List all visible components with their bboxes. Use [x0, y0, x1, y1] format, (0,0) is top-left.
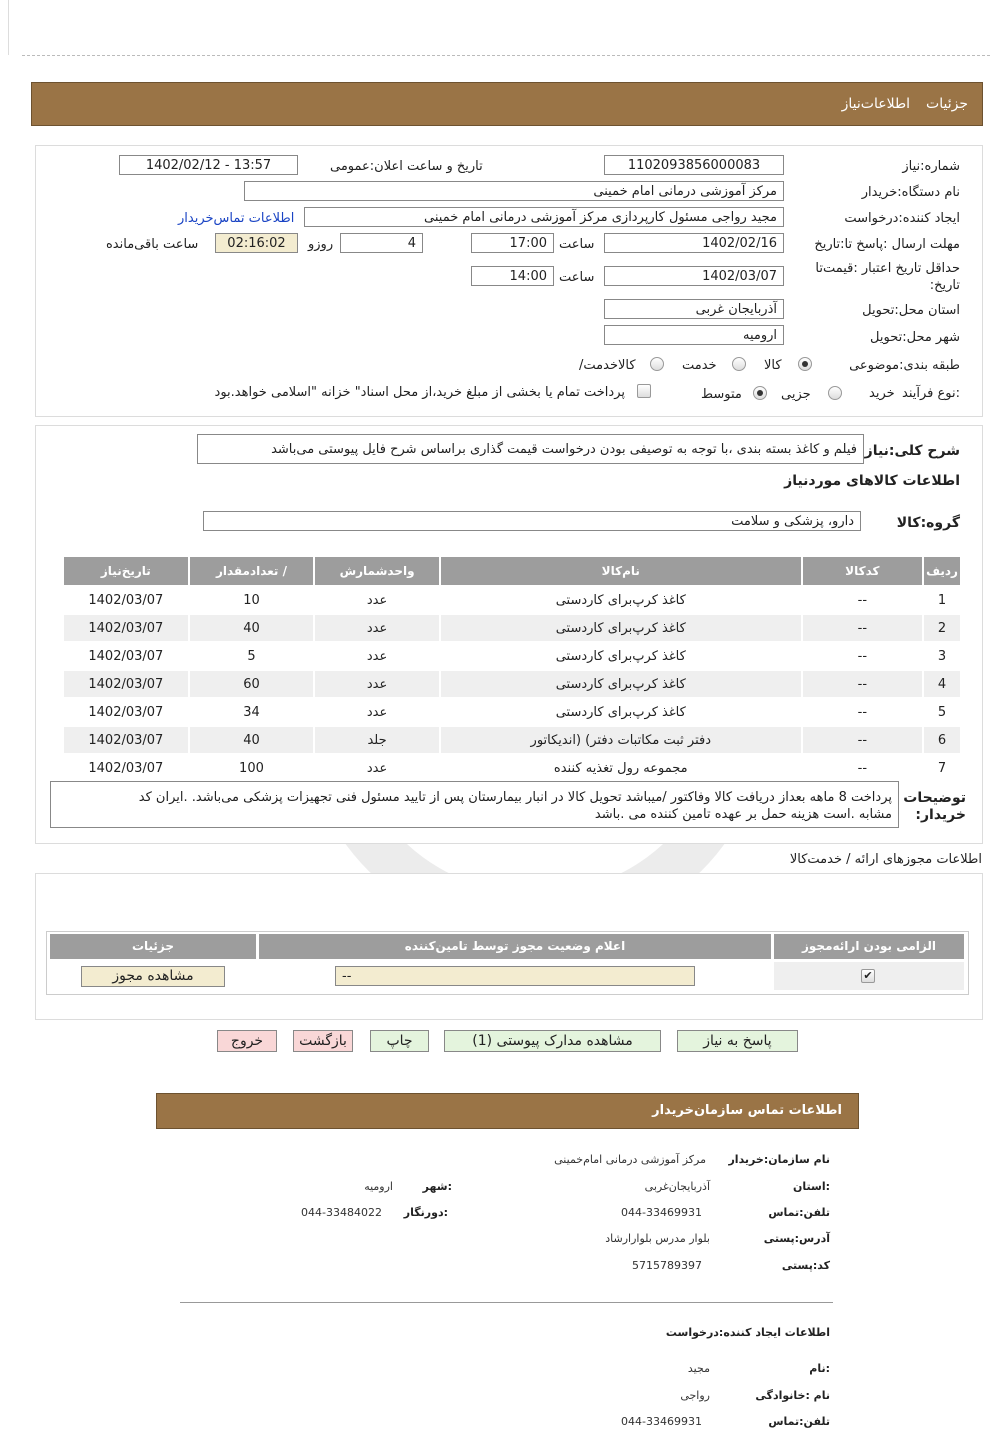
col-row-number: ردیف [924, 557, 960, 585]
permits-col-details: جزئیات [50, 934, 256, 959]
cell-row-number: 5 [937, 704, 947, 720]
creator-label: ایجاد کننده:درخواست [844, 211, 960, 226]
buyer-notes-field [50, 781, 899, 828]
creator-name-value: مجید [687, 1362, 710, 1375]
table-row [64, 699, 960, 725]
cell-quantity: 100 [239, 760, 264, 776]
creator-phone-value: 044-33469931 [621, 1415, 702, 1428]
contact-province-label: :استان [793, 1180, 830, 1193]
cell-goods-code: -- [857, 760, 868, 776]
buyer-contact-header [156, 1093, 859, 1129]
creator-family-value: رواجی [680, 1389, 710, 1402]
category-label: طبقه بندی:موضوعی [849, 358, 960, 373]
table-row [64, 615, 960, 641]
permits-col-status: اعلام وضعیت مجوز توسط تامین‌کننده [259, 934, 771, 959]
creator-family-label: نام :خانوادگی [755, 1389, 830, 1402]
cell-goods-code: -- [857, 704, 868, 720]
cell-goods-name: مجموعه رول تغذیه کننده [553, 760, 688, 776]
buyer-notes-label-2: :خریدار [915, 807, 966, 823]
contact-phone-value: 044-33469931 [621, 1206, 702, 1219]
cell-goods-code: -- [803, 727, 922, 753]
creator-info-title: اطلاعات ایجاد کننده:درخواست [665, 1326, 830, 1339]
buyer-contact-title: اطلاعات تماس سازمان‌خریدار [652, 1103, 842, 1118]
city-field: ارومیه [604, 325, 784, 345]
exit-button[interactable]: خروج [217, 1030, 277, 1052]
col-unit: واحدشمارش [315, 557, 439, 585]
validity-label-2: :تاریخ [929, 278, 960, 293]
cell-unit: جلد [315, 727, 439, 753]
cell-need-date: 1402/03/07 [88, 592, 164, 608]
treasury-payment-note: پرداخت تمام یا بخشی از مبلغ خرید،از محل اسناد" خزانه "اسلامی خواهد.بود [214, 385, 625, 400]
top-divider [22, 55, 990, 56]
need-summary-field: فیلم و کاغذ بسته بندی ،با توجه به توصیفی بودن درخواست قیمت گذاری براساس شرح فایل پیوستی می‌باشد [197, 434, 864, 464]
table-row [64, 587, 960, 613]
cell-goods-code: -- [803, 671, 922, 697]
province-label: استان محل:تحویل [862, 303, 960, 318]
cell-quantity: 60 [190, 671, 314, 697]
validity-date-field: 1402/03/07 [604, 266, 784, 286]
cell-goods-name: کاغذ کرپ‌برای کاردستی [555, 648, 686, 664]
remaining-label: ساعت باقی‌مانده [106, 237, 199, 252]
category-service-label: خدمت [682, 358, 717, 373]
buyer-notes-line-1: پرداخت 8 ماهه بعداز دریافت کالا وفاکتور /میباشد تحویل کالا در انبار بیمارستان پس از تایید مسئول فنی تجهیزات پزشکی می‌باشد. .ایران کد [138, 790, 892, 805]
need-number-label: شماره:نیاز [902, 159, 960, 174]
contact-address-value: بلوار مدرس بلوارارشاد [605, 1232, 710, 1245]
cell-need-date: 1402/03/07 [64, 727, 188, 753]
table-row [64, 671, 960, 697]
buyer-org-label: نام دستگاه:خریدار [861, 185, 960, 200]
validity-label-1: حداقل تاریخ اعتبار :قیمت‌تا [815, 261, 960, 276]
deadline-label: مهلت ارسال :پاسخ تا:تاریخ [814, 237, 960, 252]
cell-row-number: 6 [924, 727, 960, 753]
cell-need-date: 1402/03/07 [88, 704, 164, 720]
category-goods-label: کالا [764, 358, 782, 373]
tab-details[interactable]: جزئیات [926, 96, 968, 112]
category-both-label: /کالاخدمت [579, 358, 636, 373]
cell-row-number: 7 [937, 760, 947, 776]
goods-info-title: اطلاعات کالاهای موردنیاز [784, 473, 960, 489]
cell-need-date: 1402/03/07 [64, 615, 188, 641]
cell-goods-code: -- [803, 615, 922, 641]
cell-need-date: 1402/03/07 [88, 648, 164, 664]
category-goods-radio[interactable] [798, 357, 812, 371]
deadline-date-field: 1402/02/16 [604, 233, 784, 253]
contact-province-value: آذربایجان‌غربی [644, 1180, 710, 1193]
cell-unit: عدد [366, 704, 388, 720]
contact-fax-label: :دورنگار [403, 1206, 448, 1219]
process-buy-label: خرید [869, 386, 895, 401]
col-goods-name: نام‌کالا [441, 557, 801, 585]
permit-required-checkbox: ✔ [861, 969, 875, 983]
cell-goods-name: کاغذ کرپ‌برای کاردستی [441, 671, 801, 697]
creator-field: مجید رواجی مسئول کارپردازی مرکز آموزشی درمانی امام خمینی [304, 207, 784, 227]
cell-unit: عدد [315, 615, 439, 641]
contact-postal-label: کد:پستی [781, 1259, 830, 1272]
cell-unit: عدد [366, 760, 388, 776]
cell-quantity: 10 [243, 592, 260, 608]
cell-quantity: 34 [243, 704, 260, 720]
back-button[interactable]: بازگشت [293, 1030, 353, 1052]
buyer-notes-label-1: توضیحات [903, 790, 966, 806]
cell-goods-name: دفتر ثبت مکاتبات دفتر) (اندیکاتور [441, 727, 801, 753]
announce-label: تاریخ و ساعت اعلان:عمومی [330, 159, 483, 174]
days-field: 4 [340, 233, 423, 253]
validity-time-label: ساعت [559, 270, 595, 285]
cell-quantity: 40 [190, 615, 314, 641]
contact-fax-value: 044-33484022 [301, 1206, 382, 1219]
cell-goods-code: -- [857, 592, 868, 608]
table-row [64, 755, 960, 781]
category-service-radio[interactable] [732, 357, 746, 371]
contact-divider [180, 1302, 833, 1303]
buyer-notes-line-2: مشابه .است هزینه حمل بر عهده تامین کننده می .باشد [594, 807, 892, 822]
cell-unit: عدد [366, 592, 388, 608]
cell-row-number: 4 [924, 671, 960, 697]
province-field: آذربایجان غربی [604, 299, 784, 319]
cell-need-date: 1402/03/07 [64, 671, 188, 697]
city-label: شهر محل:تحویل [870, 330, 960, 345]
cell-row-number: 1 [937, 592, 947, 608]
left-frame-line [8, 0, 9, 55]
table-row [64, 727, 960, 753]
buyer-org-field: مرکز آموزشی درمانی امام خمینی [244, 181, 784, 201]
cell-quantity: 5 [247, 648, 256, 664]
contact-city-label: :شهر [422, 1180, 452, 1193]
cell-row-number: 2 [924, 615, 960, 641]
col-goods-code: کدکالا [803, 557, 922, 585]
print-button[interactable]: چاپ [370, 1030, 429, 1052]
buyer-contact-link[interactable]: اطلاعات تماس‌خریدار [178, 211, 295, 226]
view-permit-button[interactable]: مشاهده مجوز [81, 966, 225, 987]
goods-group-label: گروه:کالا [896, 515, 960, 531]
need-number-field: 1102093856000083 [604, 155, 784, 175]
cell-goods-name: کاغذ کرپ‌برای کاردستی [555, 704, 686, 720]
contact-org-value: مرکز آموزشی درمانی امام‌خمینی [554, 1153, 706, 1166]
creator-name-label: :نام [809, 1362, 830, 1375]
days-label: روزو [308, 237, 334, 252]
goods-table [62, 555, 962, 783]
goods-group-field: دارو، پزشکی و سلامت [203, 511, 861, 531]
contact-postal-value: 5715789397 [632, 1259, 702, 1272]
col-need-date: تاریخ‌نیاز [64, 557, 188, 585]
cell-row-number: 3 [937, 648, 947, 664]
process-partial-label: جزیی [781, 387, 811, 402]
cell-unit: عدد [366, 648, 388, 664]
process-medium-radio[interactable] [753, 386, 767, 400]
creator-phone-label: تلفن:تماس [768, 1415, 830, 1428]
contact-phone-label: تلفن:تماس [768, 1206, 830, 1219]
permit-status-field[interactable]: -- [335, 966, 695, 986]
cell-goods-code: -- [857, 648, 868, 664]
permits-col-required: الزامی بودن ارائه‌مجوز [774, 934, 964, 959]
col-quantity: / تعدادمقدار [190, 557, 314, 585]
cell-need-date: 1402/03/07 [88, 760, 164, 776]
contact-address-label: آدرس:پستی [763, 1232, 830, 1245]
remaining-time-field: 02:16:02 [215, 233, 298, 253]
cell-goods-name: کاغذ کرپ‌برای کاردستی [441, 615, 801, 641]
goods-table-header-row [64, 557, 960, 585]
cell-goods-name: کاغذ کرپ‌برای کاردستی [555, 592, 686, 608]
contact-city-value: ارومیه [364, 1180, 393, 1193]
need-summary-label: شرح کلی:نیاز [864, 443, 960, 459]
page-header [31, 82, 983, 126]
cell-unit: عدد [315, 671, 439, 697]
deadline-time-field: 17:00 [471, 233, 554, 253]
validity-time-field: 14:00 [471, 266, 554, 286]
process-partial-radio[interactable] [828, 386, 842, 400]
table-row [64, 643, 960, 669]
process-label: نوع فرآیند: [902, 386, 960, 401]
view-attachments-button[interactable]: مشاهده مدارک پیوستی (1) [444, 1030, 661, 1052]
treasury-payment-checkbox[interactable] [637, 384, 651, 398]
reply-to-need-button[interactable]: پاسخ به نیاز [677, 1030, 798, 1052]
category-both-radio[interactable] [650, 357, 664, 371]
permits-title: اطلاعات مجوزهای ارائه / خدمت‌کالا [789, 852, 982, 867]
contact-org-label: نام سازمان:خریدار [728, 1153, 830, 1166]
deadline-time-label: ساعت [559, 237, 595, 252]
cell-quantity: 40 [190, 727, 314, 753]
announce-date-field: 1402/02/12 - 13:57 [119, 155, 298, 175]
process-medium-label: متوسط [701, 387, 742, 402]
tab-need-info[interactable]: اطلاعات‌نیاز [841, 96, 910, 112]
